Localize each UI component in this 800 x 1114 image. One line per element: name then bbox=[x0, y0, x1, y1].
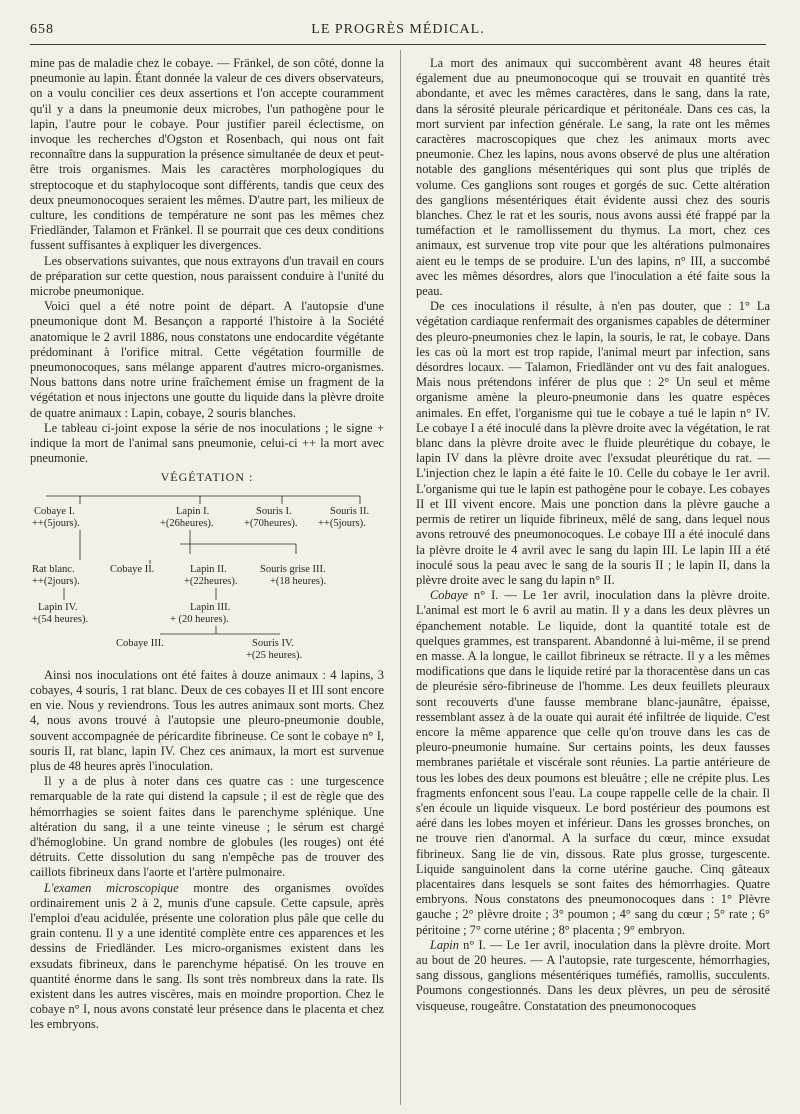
paragraph: Ainsi nos inoculations ont été faites à douze animaux : 4 lapins, 3 cobayes, 4 souris, 1 rat blanc. Deux de ces cobayes II et III sont encore en vie. Nous y reviendrons. Tous les autres animaux sont morts. Chez 4, nous avons trouvé à l'autopsie une pleuro-pneumonie double, souvent accompagnée de péricardite fibrineuse. Ce sont le cobaye n° I, souris II, rat blanc, lapin IV. Chez ces animaux, la mort est survenue plus de 48 heures après l'inoculation. bbox=[30, 667, 384, 773]
journal-title: LE PROGRÈS MÉDICAL. bbox=[311, 22, 485, 37]
page-header bbox=[30, 22, 766, 42]
right-column bbox=[416, 56, 770, 1106]
animal-cobaye-3: Cobaye III. bbox=[116, 637, 164, 649]
page-number: 658 bbox=[30, 22, 54, 37]
animal-lapin-2: Lapin II. bbox=[190, 563, 227, 575]
animal-rat-blanc-note: ++(2jours). bbox=[32, 575, 80, 587]
paragraph: Voici quel a été notre point de départ. A l'autopsie d'une pneumonique dont M. Besançon a rapporté l'histoire à la Société anatomique le 2 avril 1886, nous constatons une endocardite végétante prédominant à l'orifice mitral. Cette végétation fourmille de pneumonocoques, sans mélange apparent d'autres micro-organismes. Nous battons dans notre urine fraîchement émise un fragment de la végétation et nous injectons une goutte du liquide dans la plèvre droite de quatre animaux : Lapin, cobaye, 2 souris blanches. bbox=[30, 299, 384, 420]
animal-lapin-2-note: +(22heures). bbox=[184, 575, 238, 587]
animal-lapin-3-note: + (20 heures). bbox=[170, 613, 229, 625]
animal-souris-1-note: +(70heures). bbox=[244, 517, 298, 529]
header-rule bbox=[30, 44, 766, 45]
paragraph-text: montre des organismes ovoïdes ordinairement unis 2 à 2, munis d'une capsule. Cette capsule, après l'emploi d'eau acidulée, présente une coloration plus pâle que celle du grain contenu. Il y a une identité complète entre ces apparences et les dessins de Friedländer. Les micro-organismes existent dans les exsudats fibrineux, dans le parenchyme hépatisé. On les trouve en quantité énorme dans le sang. Ils sont très nombreux dans la rate. Ils existent dans les autres viscères, mais en moindre proportion. Chez le cobaye n° I, nous avons constaté leur présence dans le placenta et chez les embryons. bbox=[30, 880, 384, 1032]
italic-lead: Cobaye bbox=[430, 588, 468, 603]
animal-lapin-1-note: +(26heures). bbox=[160, 517, 214, 529]
animal-souris-grise-3: Souris grise III. bbox=[260, 563, 326, 575]
paragraph-text: n° I. — Le 1er avril, inoculation dans la plèvre droite. Mort au bout de 20 heures. — A l'autopsie, rate turgescente, hémorrhagies, sang dissous, ganglions mésentériques tuméfiés, ramollis, succulents. Poumons congestionnés. Dans les deux plèvres, un peu de sérosité visqueuse, rougeâtre. Constatation des pneumonocoques bbox=[416, 937, 770, 1013]
italic-lead: Lapin bbox=[430, 937, 459, 952]
animal-cobaye-1: Cobaye I. bbox=[34, 505, 75, 517]
animal-souris-4-note: +(25 heures). bbox=[246, 649, 303, 661]
paragraph bbox=[416, 938, 770, 1014]
paragraph: Il y a de plus à noter dans ces quatre cas : une turgescence remarquable de la rate qui distend la capsule ; il est de règle que des hémorrhagies se soient faites dans le parenchyme splénique. Une altération du sang, il a une teinte vineuse ; le sérum est chargé d'hémoglobine. Un grand nombre de globules (les rouges) ont été détruits. Cette dissolution du sang n'empêche pas de trouver des caillots fibrineux dans l'aorte et l'artère pulmonaire. bbox=[30, 774, 384, 880]
animal-lapin-4: Lapin IV. bbox=[38, 601, 78, 613]
animal-cobaye-1-note: ++(5jours). bbox=[32, 517, 80, 529]
animal-cobaye-2: Cobaye II. bbox=[110, 563, 155, 575]
paragraph: La mort des animaux qui succombèrent avant 48 heures était également due au pneumonocoque qui se trouvait en quantité très abondante, et avec les mêmes caractères, dans le sang, dans la rate, dans la sérosité pleurale péricardique et péritonéale. Dans ces cas, la mort survient par infection générale. Le sang, la rate ont les mêmes caractères macroscopiques que chez les animaux morts avec pneumonie. Chez les lapins, nous avons observé de plus une altération notable des ganglions mésentériques qui sont plus que triplés de volume. Ces ganglions sont rouges et gorgés de suc. Cette altération des ganglions mésentériques était évidente aussi chez des souris blanches. Chez le rat et les souris, nous avons aussi été frappé par la tuméfaction et le ramollissement du thymus. La mort, chez ces animaux, est survenue trop vite pour que les altérations pulmonaires aient eu le temps de se produire. L'un des lapins, n° III, a succombé avec les mêmes désordres, alors que l'inoculation a été faite sous la peau. bbox=[416, 56, 770, 299]
paragraph: Les observations suivantes, que nous extrayons d'un travail en cours de préparation sur cette question, nous paraissent conduire à l'unité du microbe pneumonique. bbox=[30, 253, 384, 299]
italic-lead: L'examen microscopique bbox=[44, 880, 179, 895]
table-title: VÉGÉTATION : bbox=[160, 470, 254, 485]
paragraph: De ces inoculations il résulte, à n'en pas douter, que : 1° La végétation cardiaque renfermait des organismes capables de déterminer des pleuro-pneumonies chez le lapin, la souris, le rat, le cobaye. Dans les cas où la mort est trop rapide, l'animal meurt par infection, sans désordres locaux. — Talamon, Friedländer ont vu des fait analogues. Mais nous prétendons inférer de plus que : 2° Un seul et même organisme amène la pleuro-pneumonie dans les quatre espèces animales. En effet, l'organisme qui tue le cobaye a tué le lapin n° IV. Le cobaye I a été inoculé dans la plèvre droite avec la végétation, le rat blanc dans la plèvre droite avec le fluide pleurétique du cobaye, le lapin IV dans la plèvre droite avec l'exsudat pleurétique du rat. — L'injection chez le lapin a été faite le 10. Celle du cobaye le 1er avril. L'organisme qui tue le lapin est pathogène pour le cobaye. Les cobayes II et III vivent encore. Mais une ponction dans la plèvre gauche a permis de retirer un liquide fibrineux, mêlé de sang, dans lequel nous avons retrouvé des pneumonocoques. Le cobaye III a été inoculé dans la plèvre droite le 4 avril avec le sang du lapin III. Le lapin III a été inoculé sous la peau avec le sang de la souris II ; le lapin II, dans la plèvre droite avec le sang du lapin n° II. bbox=[416, 299, 770, 587]
animal-souris-grise-3-note: +(18 heures). bbox=[270, 575, 327, 587]
animal-lapin-4-note: +(54 heures). bbox=[32, 613, 89, 625]
animal-lapin-3: Lapin III. bbox=[190, 601, 231, 613]
animal-souris-2: Souris II. bbox=[330, 505, 370, 517]
paragraph bbox=[416, 588, 770, 938]
paragraph: mine pas de maladie chez le cobaye. — Fränkel, de son côté, donne la pneumonie au lapin. Étant donnée la valeur de ces divers observateurs, on a voulu concilier ces deux assertions et l'on accepte couramment qu'il y a dans la pneumonie deux microbes, l'un pathogène pour le lapin, l'autre pour le cobaye. Pour justifier pareil éclectisme, on invoque les recherches d'Ogston et Rosenbach, qui nous ont fait reconnaître dans la suppuration la présence simultanée de deux et peut-être trois organismes. Mais les caractères morphologiques du streptocoque et du staphylocoque sont différents, tandis que ceux des deux pneumonocoques seraient les mêmes. D'autre part, les milieux de culture, les conditions de température ne sont pas les mêmes chez Friedländer, Talamon et Fränkel. Il se pourrait que ces deux conditions fussent suffisantes à expliquer les divergences. bbox=[30, 56, 384, 253]
animal-souris-4: Souris IV. bbox=[252, 637, 294, 649]
left-column bbox=[30, 56, 384, 1106]
animal-souris-1: Souris I. bbox=[256, 505, 292, 517]
paragraph bbox=[30, 881, 384, 1033]
animal-souris-2-note: ++(5jours). bbox=[318, 517, 366, 529]
paragraph: Le tableau ci-joint expose la série de nos inoculations ; le signe + indique la mort de l'animal sans pneumonie, celui-ci ++ la mort avec pneumonie. bbox=[30, 420, 384, 466]
animal-lapin-1: Lapin I. bbox=[176, 505, 210, 517]
column-divider bbox=[400, 50, 401, 1105]
paragraph-text: n° I. — Le 1er avril, inoculation dans la plèvre droite. L'animal est mort le 6 avril au matin. Il y a dans les deux plèvres un épanchement notable. Le liquide, dont la quantité totale est de quelques grammes, est transparent. Abandonné à lui-même, il se prend en masse. A la longue, le caillot fibrineux se rétracte. Il y a les mêmes modifications que dans le liquide retiré par la thoracentèse dans un cas de pleurésie séro-fibrineuse de l'homme. Les deux feuillets pleuraux sont recouverts d'une fausse membrane blanc-jaunâtre, épaisse, ressemblant assez à de la ouate qui aurait été infiltrée de liquide. C'est encore la même apparence que celle qu'on trouve dans les cas de pleuro-pneumonie humaine. Sur certains points, les deux fausses membranes pariétale et viscérale sont réunies. La partie antérieure de tous les lobes des deux poumons est bleuâtre ; elle ne crépite plus. Les fragments enfoncent sous l'eau. La coupe rappelle celle de la chair. Il s'en écoule un liquide visqueux. Le bord postérieur des poumons est aéré dans les lobes moyen et inférieur. Dans les grosses bronches, on ne trouve rien d'anormal. A la surface du cœur, mince exsudat fibrineux. Sang lie de vin, dissous. Rate plus grosse, turgescente. Liquide sanguinolent dans la corne utérine gauche. Cinq gâteaux placentaires dans lesquels se sont faites des hémorrhagies. Quatre embryons. Nous constatons des pneumonocoques dans : 1° Plèvre gauche ; 2° plèvre droite ; 3° poumon ; 4° sang du cœur ; 5° rate ; 6° péritoine ; 7° corne utérine ; 8° placenta ; 9° embryon. bbox=[416, 588, 770, 937]
animal-rat-blanc: Rat blanc. bbox=[32, 563, 75, 575]
inoculation-tree bbox=[30, 488, 384, 662]
